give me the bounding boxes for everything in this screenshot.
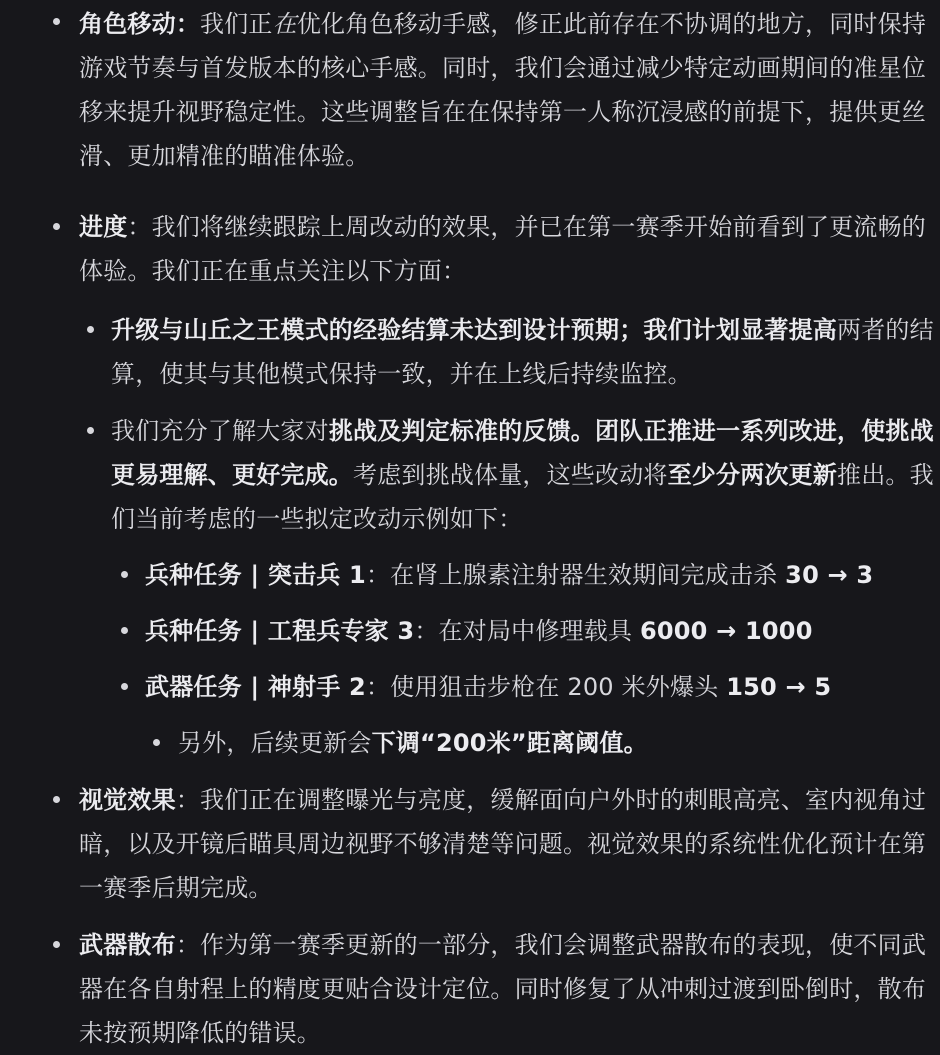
example-text — [145, 665, 930, 709]
note-list — [0, 709, 940, 765]
visuals-text — [79, 778, 928, 910]
bullet-icon — [153, 739, 160, 746]
challenges-text-b: 考虑到挑战体量，这些改动将 — [353, 461, 668, 489]
bullet-icon — [53, 796, 60, 803]
list-item-example — [0, 541, 940, 597]
list-item-spread — [0, 910, 940, 1055]
example-title: 武器任务 | 神射手 2 — [145, 673, 366, 701]
examples-list — [0, 541, 940, 709]
visuals-label: 视觉效果 — [79, 786, 176, 814]
bullet-icon — [53, 18, 60, 25]
challenges-bold-b: 至少分两次更新 — [667, 461, 838, 489]
example-title: 兵种任务 | 工程兵专家 3 — [145, 617, 415, 645]
progress-colon: ： — [127, 213, 152, 241]
example-title: 兵种任务 | 突击兵 1 — [145, 561, 366, 589]
note-text — [178, 721, 930, 765]
note-body: 另外，后续更新会 — [178, 729, 372, 757]
movement-text-italic: 在 — [272, 10, 297, 38]
example-change: 150 → 5 — [726, 673, 832, 701]
notes-list-continued — [0, 765, 940, 1055]
list-item-progress — [0, 192, 940, 293]
list-item-challenges — [0, 396, 940, 541]
list-item-xp — [0, 293, 940, 396]
challenges-text-c: 推出。我们当前考虑的一些拟定改动示例如下： — [111, 461, 934, 533]
movement-text — [79, 2, 928, 178]
bullet-icon — [87, 326, 94, 333]
challenges-text-a: 我们充分了解大家对 — [111, 417, 329, 445]
visuals-body: 我们正在调整曝光与亮度，缓解面向户外时的刺眼高亮、室内视角过暗，以及开镜后瞄具周边视野不够清楚等问题。视觉效果的系统性优化预计在第一赛季后期完成。 — [79, 786, 927, 902]
example-change: 6000 → 1000 — [639, 617, 813, 645]
example-colon: ： — [414, 617, 439, 645]
example-text — [145, 609, 930, 653]
bullet-icon — [121, 683, 128, 690]
progress-sublist — [0, 293, 940, 541]
xp-bold: 升级与山丘之王模式的经验结算未达到设计预期；我们计划显著提高 — [111, 316, 837, 344]
challenges-text — [111, 409, 936, 541]
example-colon: ： — [365, 561, 391, 589]
bullet-icon — [53, 223, 60, 230]
example-body: 使用狙击步枪在 200 米外爆头 — [390, 673, 727, 701]
list-item-note — [0, 709, 940, 765]
bullet-icon — [121, 571, 128, 578]
progress-body: 我们将继续跟踪上周改动的效果，并已在第一赛季开始前看到了更流畅的体验。我们正在重点关注以下方面： — [79, 213, 927, 285]
movement-label: 角色移动 — [79, 10, 176, 38]
example-body: 在肾上腺素注射器生效期间完成击杀 — [390, 561, 786, 589]
bullet-icon — [53, 941, 60, 948]
xp-body: 两者的结算，使其与其他模式保持一致，并在上线后持续监控。 — [111, 316, 934, 388]
notes-list — [0, 0, 940, 293]
example-body: 在对局中修理载具 — [438, 617, 640, 645]
list-item-example — [0, 653, 940, 709]
list-item-example — [0, 597, 940, 653]
example-colon: ： — [365, 673, 391, 701]
progress-label: 进度 — [79, 213, 128, 241]
list-item-movement — [0, 0, 940, 192]
bullet-icon — [87, 427, 94, 434]
spread-label: 武器散布 — [79, 931, 176, 959]
movement-text-b: 优化角色移动手感，修正此前存在不协调的地方，同时保持游戏节奏与首发版本的核心手感。同时，我们会通过减少特定动画期间的准星位移来提升视野稳定性。这些调整旨在在保持第一人称沉浸感的前提下，提供更丝滑、更加精准的瞄准体验。 — [79, 10, 927, 170]
spread-colon: ： — [175, 931, 201, 959]
note-bold: 下调“200米”距离阈值。 — [371, 729, 648, 757]
progress-text — [79, 205, 928, 293]
example-change: 30 → 3 — [785, 561, 874, 589]
movement-text-a: 我们正 — [200, 10, 273, 38]
example-text — [145, 553, 930, 597]
bullet-icon — [121, 627, 128, 634]
challenges-bold-a: 挑战及判定标准的反馈。团队正推进一系列改进，使挑战更易理解、更好完成。 — [111, 417, 934, 489]
xp-text — [111, 308, 936, 396]
movement-colon: ： — [175, 10, 201, 38]
spread-text — [79, 923, 928, 1055]
visuals-colon: ： — [175, 786, 201, 814]
spread-body: 作为第一赛季更新的一部分，我们会调整武器散布的表现，使不同武器在各自射程上的精度更贴合设计定位。同时修复了从冲刺过渡到卧倒时，散布未按预期降低的错误。 — [79, 931, 927, 1047]
list-item-visuals — [0, 765, 940, 910]
